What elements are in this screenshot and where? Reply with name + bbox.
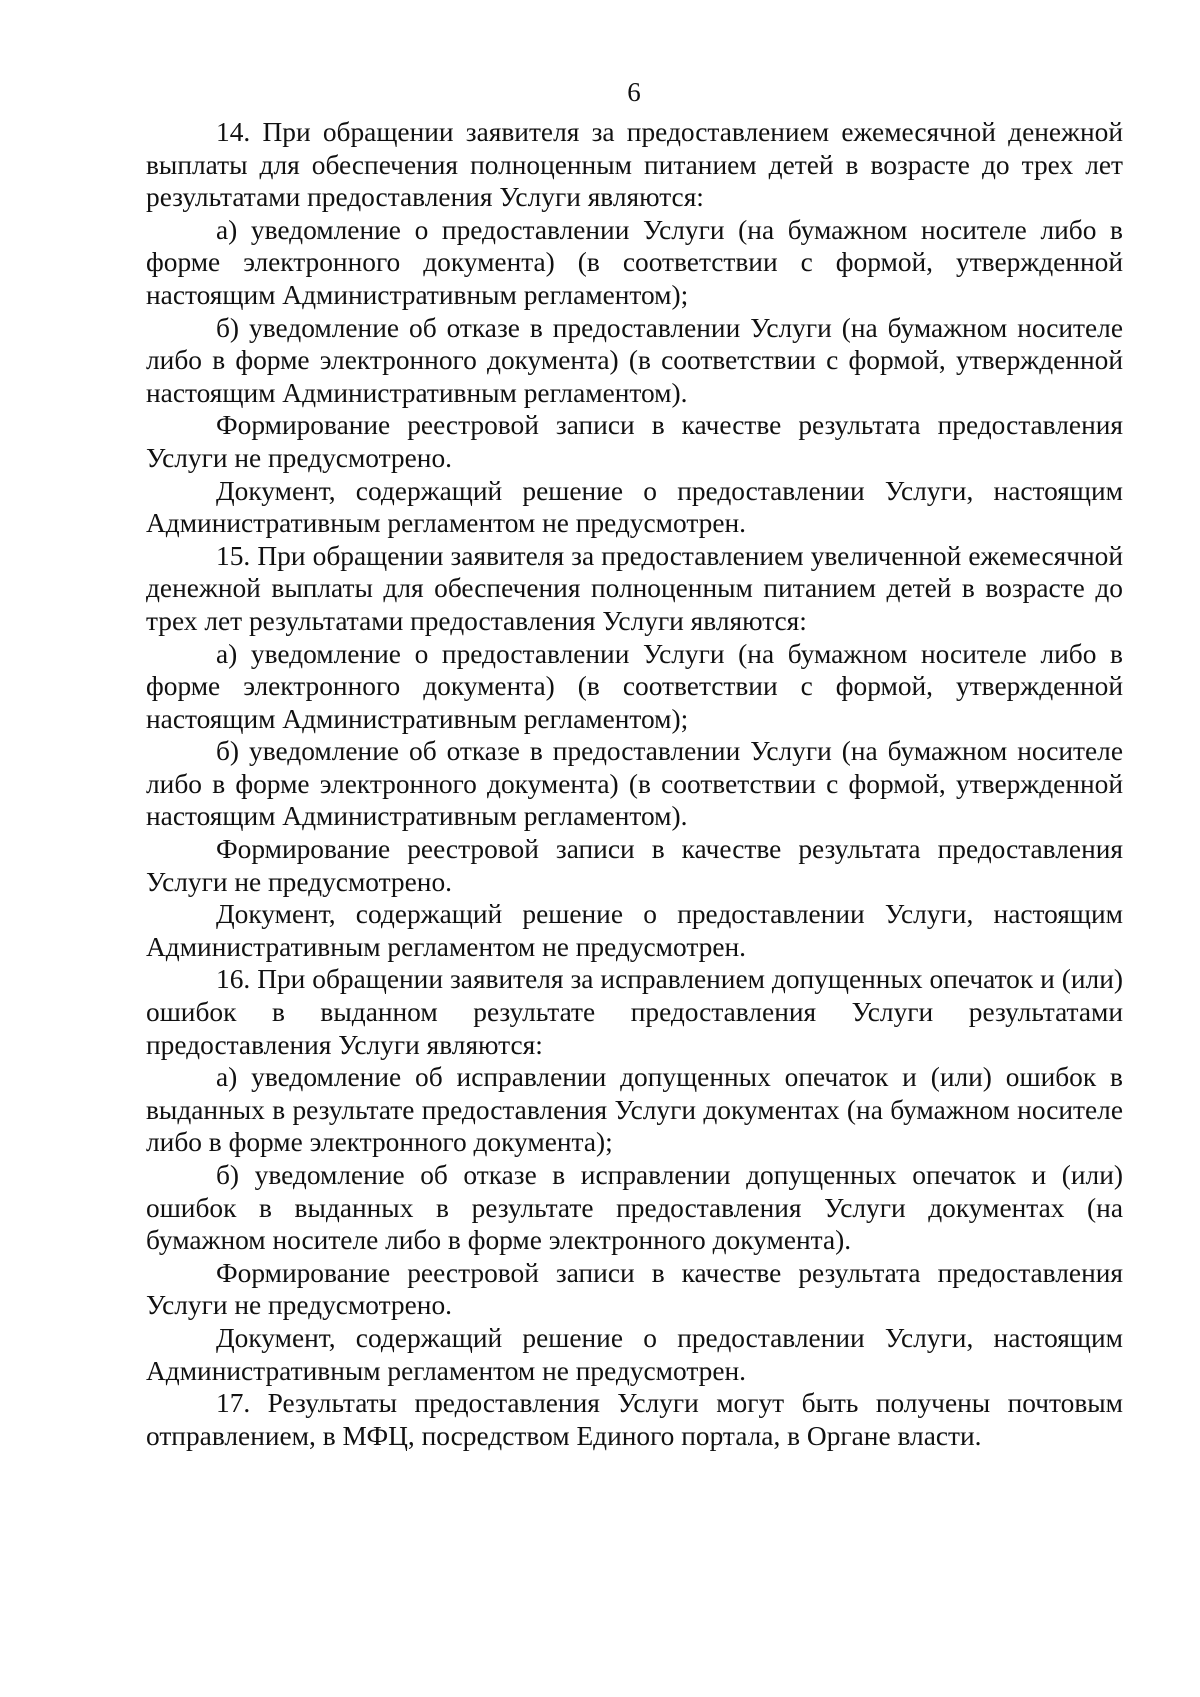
paragraph-14-document-note: Документ, содержащий решение о предоставлении Услуги, настоящим Административным регламентом не предусмотрен. xyxy=(146,475,1123,539)
paragraph-15-registry-note: Формирование реестровой записи в качестве результата предоставления Услуги не предусмотрено. xyxy=(146,834,1123,897)
paragraph-16: 16. При обращении заявителя за исправлением допущенных опечаток и (или) ошибок в выданном результате предоставления Услуги результатами предоставления Услуги являются: xyxy=(146,964,1123,1060)
paragraph-14-b: б) уведомление об отказе в предоставлении Услуги (на бумажном носителе либо в форме электронного документа) (в соответствии с формой, утвержденной настоящим Административным регламентом). xyxy=(146,312,1123,408)
paragraph-15: 15. При обращении заявителя за предоставлением увеличенной ежемесячной денежной выплаты для обеспечения полноценным питанием детей в возрасте до трех лет результатами предоставления Услуги являются: xyxy=(146,540,1123,636)
paragraph-16-a: а) уведомление об исправлении допущенных опечаток и (или) ошибок в выданных в результате предоставления Услуги документах (на бумажном носителе либо в форме электронного документа); xyxy=(146,1062,1123,1158)
page-number: 6 xyxy=(627,77,641,107)
document-body xyxy=(146,116,1123,1452)
paragraph-16-registry-note: Формирование реестровой записи в качестве результата предоставления Услуги не предусмотрено. xyxy=(146,1257,1123,1321)
paragraph-15-document-note: Документ, содержащий решение о предоставлении Услуги, настоящим Административным регламентом не предусмотрен. xyxy=(146,899,1123,962)
paragraph-14-a: а) уведомление о предоставлении Услуги (на бумажном носителе либо в форме электронного документа) (в соответствии с формой, утвержденной настоящим Административным регламентом); xyxy=(146,214,1123,310)
paragraph-15-b: б) уведомление об отказе в предоставлении Услуги (на бумажном носителе либо в форме электронного документа) (в соответствии с формой, утвержденной настоящим Административным регламентом). xyxy=(146,736,1123,832)
paragraph-14-registry-note: Формирование реестровой записи в качестве результата предоставления Услуги не предусмотрено. xyxy=(146,410,1123,473)
paragraph-16-document-note: Документ, содержащий решение о предоставлении Услуги, настоящим Административным регламентом не предусмотрен. xyxy=(146,1322,1123,1386)
paragraph-14: 14. При обращении заявителя за предоставлением ежемесячной денежной выплаты для обеспечения полноценным питанием детей в возрасте до трех лет результатами предоставления Услуги являются: xyxy=(146,117,1123,213)
paragraph-16-b: б) уведомление об отказе в исправлении допущенных опечаток и (или) ошибок в выданных в результате предоставления Услуги документах (на бумажном носителе либо в форме электронного документа). xyxy=(146,1160,1123,1256)
paragraph-17: 17. Результаты предоставления Услуги могут быть получены почтовым отправлением, в МФЦ, посредством Единого портала, в Органе власти. xyxy=(146,1388,1123,1451)
paragraph-15-a: а) уведомление о предоставлении Услуги (на бумажном носителе либо в форме электронного документа) (в соответствии с формой, утвержденной настоящим Административным регламентом); xyxy=(146,638,1123,734)
